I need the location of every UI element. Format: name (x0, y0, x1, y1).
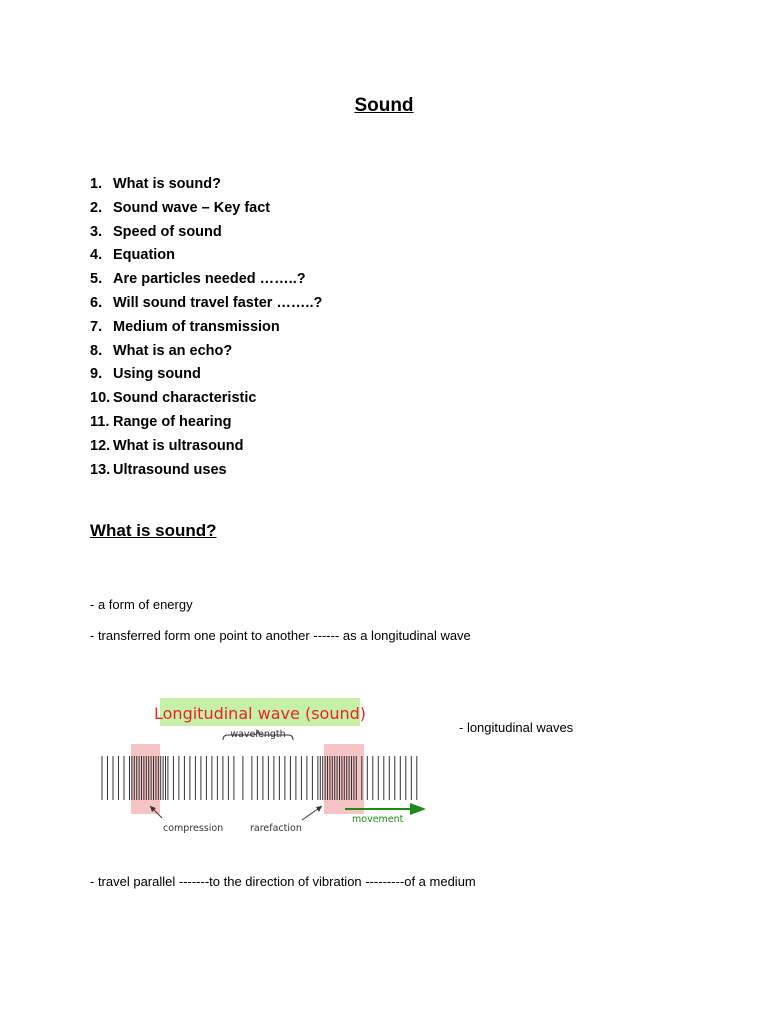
toc-item (90, 198, 322, 222)
toc-item (90, 222, 322, 246)
toc-item (90, 341, 322, 365)
toc-item-text: Sound wave – Key fact (113, 199, 271, 216)
toc-item-number: 2. (90, 199, 103, 216)
toc-item-number: 4. (90, 247, 103, 264)
table-of-contents (90, 174, 322, 483)
toc-item-text: What is ultrasound (113, 437, 244, 454)
toc-item-text: What is an echo? (113, 342, 233, 359)
section-heading: What is sound? (90, 521, 217, 540)
toc-item-text: Medium of transmission (113, 318, 280, 335)
toc-item-text: Sound characteristic (113, 390, 257, 407)
toc-item-number: 12. (90, 437, 111, 454)
toc-item-number: 8. (90, 342, 103, 359)
toc-item-text: Will sound travel faster ……..? (113, 294, 323, 311)
toc-item-number: 11. (90, 413, 110, 430)
toc-item-number: 3. (90, 223, 103, 240)
longitudinal-wave-diagram (90, 688, 440, 838)
movement-label: movement (352, 814, 404, 825)
toc-item-text: Are particles needed ……..? (113, 271, 306, 288)
toc-item-number: 7. (90, 318, 103, 335)
toc-item (90, 364, 322, 388)
compression-label: compression (163, 823, 224, 834)
toc-item (90, 245, 322, 269)
toc-item (90, 460, 322, 484)
toc-item-number: 1. (90, 176, 103, 192)
diagram-title: Longitudinal wave (sound) (154, 704, 366, 723)
toc-item-number: 6. (90, 294, 103, 311)
toc-item (90, 317, 322, 341)
toc-item-text: Using sound (113, 366, 201, 383)
movement-arrow-head (410, 803, 426, 815)
rarefaction-label: rarefaction (250, 823, 302, 834)
toc-item-text: Range of hearing (113, 413, 232, 430)
toc-item-text: What is sound? (113, 176, 221, 192)
toc-item (90, 412, 322, 436)
toc-item (90, 388, 322, 412)
toc-item-text: Speed of sound (113, 223, 222, 240)
toc-item (90, 269, 322, 293)
toc-item (90, 436, 322, 460)
toc-item-text: Ultrasound uses (113, 461, 227, 478)
toc-item-number: 9. (90, 366, 103, 383)
toc-item (90, 293, 322, 317)
toc-item-number: 5. (90, 271, 103, 288)
toc-item-number: 13. (90, 461, 111, 478)
body-text-energy: - a form of energy (90, 597, 193, 612)
wavelength-label: wavelength (230, 729, 286, 740)
toc-item (90, 174, 322, 198)
page-title: Sound (354, 95, 414, 116)
toc-item-number: 10. (90, 390, 111, 407)
toc-item-text: Equation (113, 247, 176, 264)
body-text-transferred: - transferred form one point to another ------ as a longitudinal wave (90, 628, 471, 643)
body-text-travel-parallel: - travel parallel -------to the direction of vibration ---------of a medium (90, 874, 476, 889)
body-text-longitudinal: - longitudinal waves (459, 720, 574, 735)
